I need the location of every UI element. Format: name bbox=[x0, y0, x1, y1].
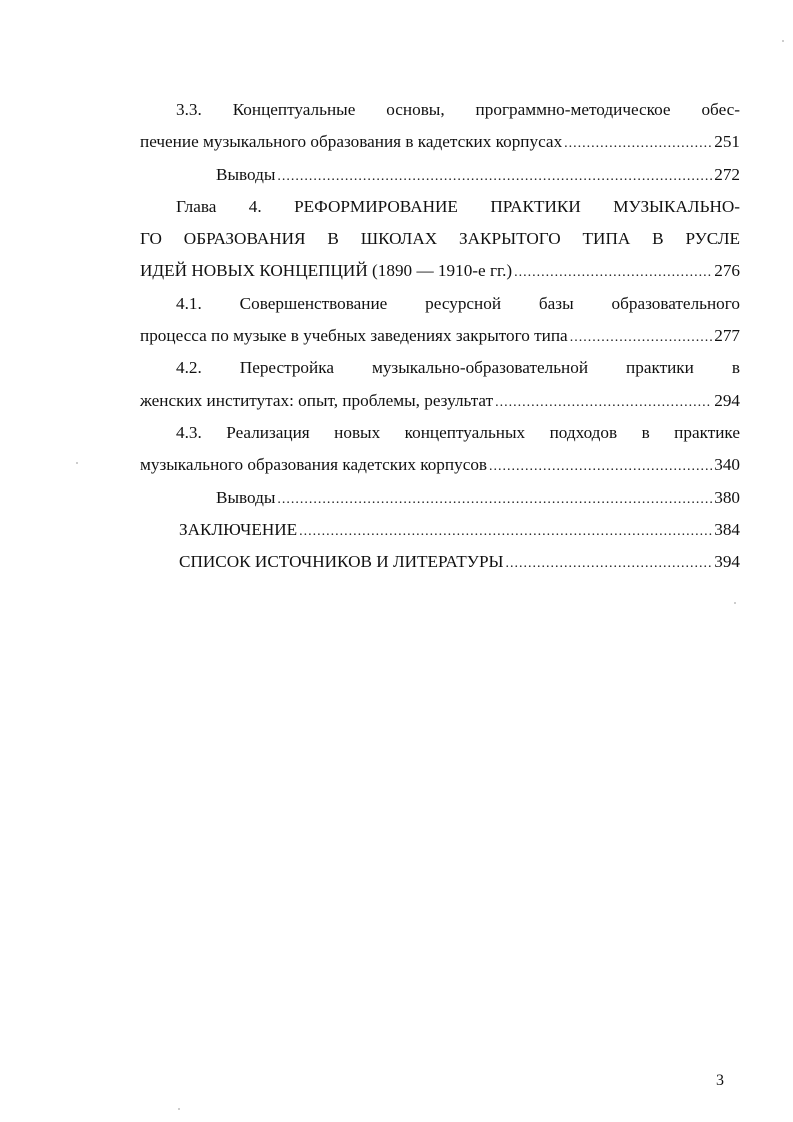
toc-entry-4-1-title-part-1: 4.1. Совершенствование ресурсной базы образовательного bbox=[176, 293, 740, 313]
toc-bibliography bbox=[140, 546, 740, 578]
dot-leader bbox=[514, 257, 712, 289]
toc-entry-4-3-title-part-2: музыкального образования кадетских корпусов bbox=[140, 455, 488, 475]
toc-entry-4-3-line-1 bbox=[140, 417, 740, 449]
toc-conclusions-4-title: Выводы bbox=[216, 487, 276, 507]
toc-conclusions-3-title: Выводы bbox=[216, 164, 276, 184]
table-of-contents bbox=[140, 94, 740, 578]
toc-entry-4-1-title-part-2: процесса по музыке в учебных заведениях закрытого типа bbox=[140, 326, 568, 346]
toc-entry-4-3-title-part-1: 4.3. Реализация новых концептуальных подходов в практике bbox=[176, 422, 740, 442]
toc-bibliography-page: 394 bbox=[714, 552, 740, 572]
toc-conclusions-chapter-4 bbox=[140, 482, 740, 514]
scan-speck bbox=[76, 462, 78, 464]
toc-entry-4-1-line-2 bbox=[140, 320, 740, 352]
toc-entry-4-2-line-1 bbox=[140, 352, 740, 384]
toc-conclusions-chapter-3 bbox=[140, 159, 740, 191]
toc-chapter-4-line-2 bbox=[140, 223, 740, 255]
scan-speck bbox=[734, 602, 736, 604]
dot-leader bbox=[495, 387, 712, 419]
dot-leader bbox=[506, 548, 713, 580]
toc-bibliography-title: СПИСОК ИСТОЧНИКОВ И ЛИТЕРАТУРЫ bbox=[179, 552, 504, 572]
toc-entry-4-2-title-part-2: женских институтах: опыт, проблемы, результат bbox=[140, 390, 494, 410]
scan-speck bbox=[178, 1108, 180, 1110]
toc-entry-4-2-line-2 bbox=[140, 385, 740, 417]
dot-leader bbox=[299, 516, 712, 548]
scan-speck bbox=[782, 40, 784, 42]
toc-entry-4-1-page: 277 bbox=[714, 326, 740, 346]
dot-leader bbox=[277, 161, 712, 193]
toc-chapter-4-page: 276 bbox=[714, 261, 740, 281]
toc-entry-4-2-title-part-1: 4.2. Перестройка музыкально-образовательной практики в bbox=[176, 358, 740, 378]
page-number: 3 bbox=[716, 1072, 724, 1089]
toc-conclusion-title: ЗАКЛЮЧЕНИЕ bbox=[179, 519, 298, 539]
dot-leader bbox=[564, 128, 712, 160]
toc-conclusion-page: 384 bbox=[714, 519, 740, 539]
toc-chapter-4-title-part-2: ГО ОБРАЗОВАНИЯ В ШКОЛАХ ЗАКРЫТОГО ТИПА В РУСЛЕ bbox=[140, 229, 740, 249]
toc-entry-3-3-page: 251 bbox=[714, 132, 740, 152]
toc-entry-4-3-line-2 bbox=[140, 449, 740, 481]
toc-conclusion bbox=[140, 514, 740, 546]
toc-conclusions-4-page: 380 bbox=[714, 487, 740, 507]
toc-chapter-4-title-part-3: ИДЕЙ НОВЫХ КОНЦЕПЦИЙ (1890 — 1910-е гг.) bbox=[140, 261, 513, 281]
toc-entry-3-3-title-part-2: печение музыкального образования в кадетских корпусах bbox=[140, 132, 563, 152]
toc-entry-4-1-line-1 bbox=[140, 288, 740, 320]
dot-leader bbox=[570, 322, 713, 354]
toc-entry-3-3-title-part-1: 3.3. Концептуальные основы, программно-методическое обес- bbox=[176, 100, 740, 119]
toc-entry-3-3-line-1 bbox=[140, 94, 740, 126]
toc-chapter-4-title-part-1: Глава 4. РЕФОРМИРОВАНИЕ ПРАКТИКИ МУЗЫКАЛЬНО- bbox=[176, 196, 740, 216]
dot-leader bbox=[277, 484, 712, 516]
toc-entry-4-2-page: 294 bbox=[714, 390, 740, 410]
toc-entry-4-3-page: 340 bbox=[714, 455, 740, 475]
toc-entry-3-3-line-2 bbox=[140, 126, 740, 158]
toc-conclusions-3-page: 272 bbox=[714, 164, 740, 184]
toc-chapter-4-line-3 bbox=[140, 255, 740, 287]
toc-chapter-4-line-1 bbox=[140, 191, 740, 223]
dot-leader bbox=[489, 451, 712, 483]
